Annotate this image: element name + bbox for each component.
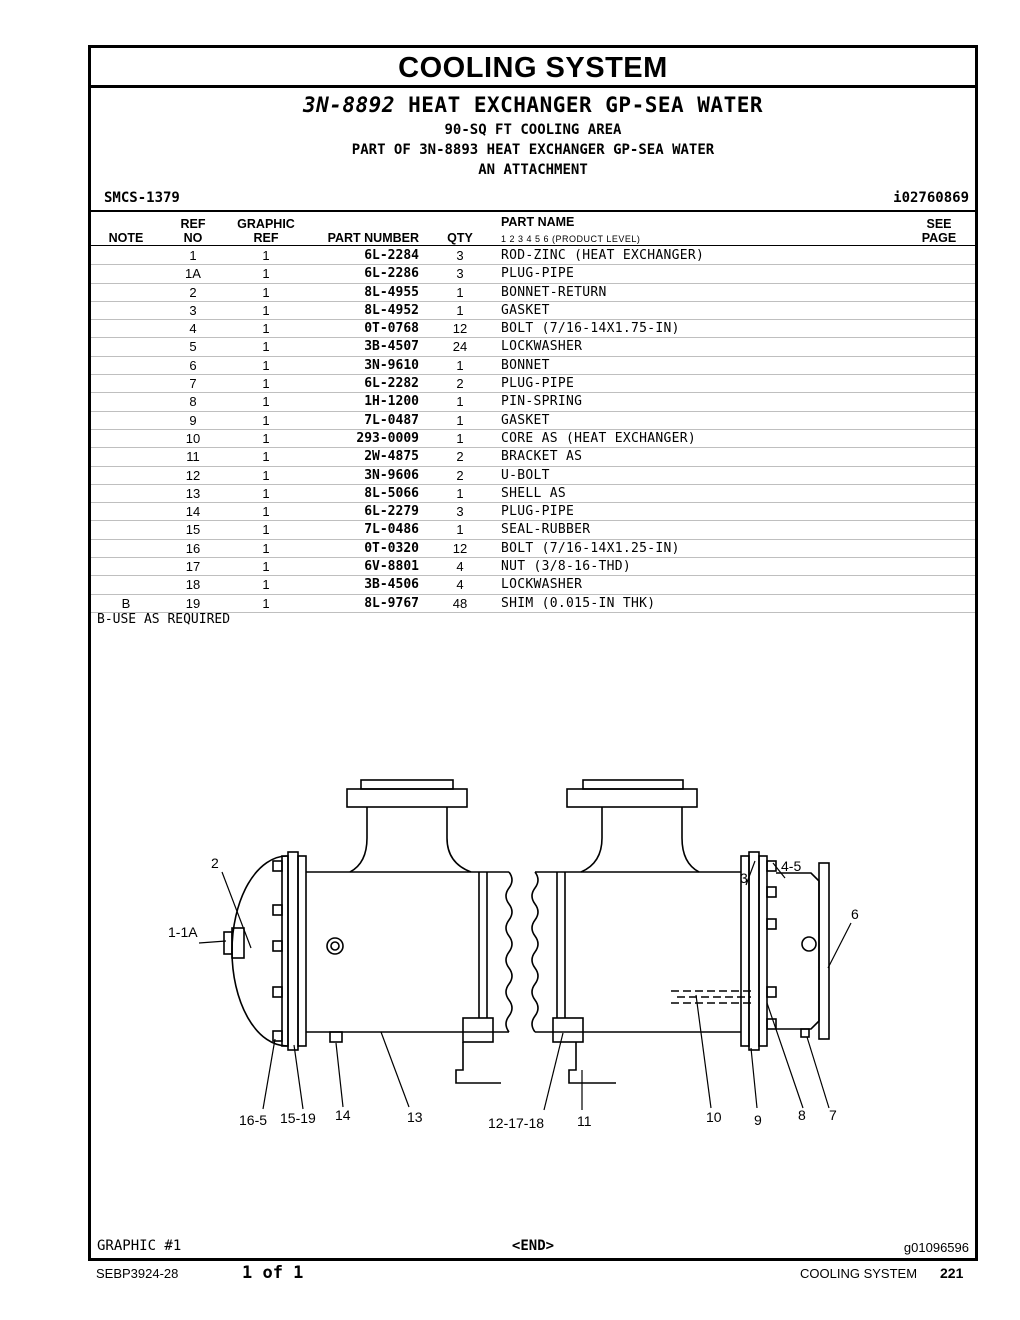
drain-plug: [330, 1032, 342, 1042]
callout-13: 13: [407, 1109, 423, 1125]
left-bracket: [463, 1018, 493, 1042]
table-row: [91, 540, 975, 558]
part-name-cell: BOLT (7/16-14X1.75-IN): [501, 321, 680, 337]
qty-cell: 24: [452, 339, 468, 355]
part-name-cell: GASKET: [501, 412, 550, 428]
graphic-ref-cell: 1: [262, 412, 270, 428]
col-graphic-ref: [231, 217, 301, 245]
qty-cell: 1: [456, 430, 464, 446]
part-name-cell: PLUG-PIPE: [501, 504, 575, 520]
part-number-cell: 6V-8801: [364, 559, 419, 575]
part-name-cell: LOCKWASHER: [501, 577, 583, 593]
col-qty: QTY: [447, 231, 473, 245]
part-number-cell: 1H-1200: [364, 394, 419, 410]
callout-9: 9: [754, 1112, 762, 1128]
ref-no-cell: 3: [189, 302, 197, 318]
part-number-cell: 8L-4955: [364, 284, 419, 300]
ref-no-cell: 1: [189, 248, 197, 263]
part-number-cell: 8L-4952: [364, 302, 419, 318]
col-ref: [161, 217, 225, 245]
part-number-cell: 7L-0487: [364, 412, 419, 428]
callout-15-19: 15-19: [280, 1110, 316, 1126]
footnote: B-USE AS REQUIRED: [97, 612, 231, 627]
ref-no-cell: 9: [189, 412, 197, 428]
parts-table: [91, 247, 975, 613]
left-ubolt: [479, 872, 487, 1018]
leader-1-1a: [199, 941, 226, 943]
part-number-cell: 3B-4506: [364, 577, 419, 593]
page-frame: [88, 45, 978, 1261]
table-row: [91, 247, 975, 265]
right-pipe-flange: [567, 789, 697, 807]
ref-no-cell: 4: [189, 321, 197, 337]
part-number-cell: 0T-0320: [364, 540, 419, 556]
ref-no-cell: 10: [185, 430, 201, 446]
part-number-cell: 0T-0768: [364, 321, 419, 337]
group-number: 3N-8892: [302, 93, 395, 117]
product-levels: 1 2 3 4 5 6 (PRODUCT LEVEL): [501, 234, 641, 244]
table-row: [91, 320, 975, 338]
part-name-cell: BRACKET AS: [501, 449, 583, 465]
right-nozzle: [581, 807, 699, 872]
col-part-number: PART NUMBER: [327, 231, 419, 245]
right-drain-plug: [801, 1029, 809, 1037]
part-number-cell: 3N-9610: [364, 357, 419, 373]
right-bracket-foot: [569, 1042, 616, 1083]
graphic-id: g01096596: [903, 1240, 969, 1255]
ref-no-cell: 16: [185, 540, 201, 556]
table-row: [91, 595, 975, 613]
part-name-cell: SHELL AS: [501, 485, 567, 501]
qty-cell: 3: [456, 248, 464, 263]
callout-10: 10: [706, 1109, 722, 1125]
col-ref-bottom: NO: [183, 231, 203, 245]
leader-16-5: [263, 1039, 275, 1109]
part-name-cell: BOLT (7/16-14X1.25-IN): [501, 540, 680, 556]
callout-8: 8: [798, 1107, 806, 1123]
table-row: [91, 412, 975, 430]
ref-no-cell: 13: [185, 485, 201, 501]
callout-14: 14: [335, 1107, 351, 1123]
part-number-cell: 8L-9767: [364, 595, 419, 611]
part-name-cell: NUT (3/8-16-THD): [501, 559, 632, 575]
section-title: COOLING SYSTEM: [91, 48, 975, 88]
qty-cell: 12: [452, 321, 468, 337]
part-name-cell: BONNET: [501, 357, 550, 373]
shell-plug: [327, 938, 343, 954]
qty-cell: 3: [456, 266, 464, 282]
left-bolt-1: [273, 861, 282, 871]
table-row: [91, 467, 975, 485]
qty-cell: 1: [456, 357, 464, 373]
right-ubolt: [557, 872, 565, 1018]
table-row: [91, 357, 975, 375]
qty-cell: 3: [456, 504, 464, 520]
left-nozzle: [350, 807, 471, 872]
left-flange-outer: [282, 856, 288, 1046]
footer-page-count: 1 of 1: [242, 1263, 304, 1283]
ref-no-cell: 15: [185, 522, 201, 538]
group-line-2: 90-SQ FT COOLING AREA: [444, 122, 622, 138]
col-ref-top: REF: [180, 217, 206, 231]
right-bonnet: [776, 873, 819, 1029]
group-line-3: PART OF 3N-8893 HEAT EXCHANGER GP-SEA WATER: [351, 142, 715, 158]
part-name-cell: BONNET-RETURN: [501, 284, 607, 300]
col-graphic-bottom: REF: [253, 231, 279, 245]
callout-1-1a: 1-1A: [168, 924, 198, 940]
table-row: [91, 576, 975, 594]
callout-4-5: 4-5: [781, 858, 802, 874]
right-flange-outer: [759, 856, 767, 1046]
qty-cell: 1: [456, 394, 464, 410]
footer-page-number: 221: [940, 1265, 964, 1281]
callout-16-5: 16-5: [239, 1112, 268, 1128]
table-row: [91, 448, 975, 466]
graphic-ref-cell: 1: [262, 284, 270, 300]
col-graphic-top: GRAPHIC: [237, 217, 295, 231]
qty-cell: 4: [456, 577, 464, 593]
graphic-ref-cell: 1: [262, 522, 270, 538]
qty-cell: 2: [456, 376, 464, 392]
table-row: [91, 338, 975, 356]
graphic-ref-cell: 1: [262, 449, 270, 465]
graphic-label: GRAPHIC #1: [97, 1238, 182, 1254]
ref-no-cell: 17: [185, 559, 201, 575]
ref-no-cell: 12: [185, 467, 201, 483]
right-bonnet-plug: [802, 937, 816, 951]
graphic-ref-cell: 1: [262, 577, 270, 593]
qty-cell: 4: [456, 559, 464, 575]
callout-3: 3: [740, 870, 748, 886]
part-number-cell: 6L-2284: [364, 248, 419, 263]
table-header-rule: [91, 245, 975, 246]
part-name-cell: GASKET: [501, 302, 550, 318]
shell-plug-inner: [331, 942, 339, 950]
graphic-ref-cell: 1: [262, 595, 270, 611]
left-pipe-flange-top: [361, 780, 453, 789]
part-name-cell: SHIM (0.015-IN THK): [501, 595, 656, 611]
right-bolt-3: [767, 919, 776, 929]
part-name-cell: SEAL-RUBBER: [501, 522, 591, 538]
part-name-cell: U-BOLT: [501, 467, 550, 483]
right-bolt-2: [767, 887, 776, 897]
graphic-ref-cell: 1: [262, 540, 270, 556]
leader-8: [767, 1003, 803, 1108]
table-row: [91, 393, 975, 411]
left-bracket-foot: [456, 1042, 501, 1083]
part-name-cell: PLUG-PIPE: [501, 376, 575, 392]
part-name-cell: LOCKWASHER: [501, 339, 583, 355]
footer-doc-number: SEBP3924-28: [96, 1266, 179, 1281]
col-see-page: [919, 217, 959, 245]
part-number-cell: 6L-2282: [364, 376, 419, 392]
ref-no-cell: 14: [185, 504, 201, 520]
qty-cell: 1: [456, 485, 464, 501]
exploded-view-diagram: [91, 623, 975, 1223]
graphic-ref-cell: 1: [262, 467, 270, 483]
ref-no-cell: 5: [189, 339, 197, 355]
group-name: HEAT EXCHANGER GP-SEA WATER: [408, 93, 764, 117]
left-bolt-2: [273, 905, 282, 915]
graphic-ref-cell: 1: [262, 248, 270, 263]
zinc-rod-plug: [224, 932, 232, 954]
leader-12-17-18: [544, 1033, 563, 1110]
shell-break-right: [532, 872, 538, 1032]
part-number-cell: 8L-5066: [364, 485, 419, 501]
table-row: [91, 485, 975, 503]
callout-2: 2: [211, 855, 219, 871]
leader-13: [381, 1032, 409, 1107]
qty-cell: 2: [456, 449, 464, 465]
ref-no-cell: 7: [189, 376, 197, 392]
leader-14: [336, 1043, 343, 1107]
header-rule: [91, 210, 975, 212]
qty-cell: 1: [456, 522, 464, 538]
graphic-ref-cell: 1: [262, 394, 270, 410]
ref-no-cell: 8: [189, 394, 197, 410]
footer-section: COOLING SYSTEM: [800, 1266, 918, 1281]
part-number-cell: 6L-2286: [364, 266, 419, 282]
ref-no-cell: 18: [185, 577, 201, 593]
ref-no-cell: 6: [189, 357, 197, 373]
ref-no-cell: 1A: [185, 266, 201, 282]
qty-cell: 2: [456, 467, 464, 483]
table-row: [91, 521, 975, 539]
col-see-top: SEE: [926, 217, 952, 231]
part-name-cell: ROD-ZINC (HEAT EXCHANGER): [501, 248, 705, 263]
note-cell: B: [121, 595, 131, 611]
graphic-ref-cell: 1: [262, 504, 270, 520]
graphic-ref-cell: 1: [262, 430, 270, 446]
plug-body: [232, 928, 244, 958]
qty-cell: 1: [456, 302, 464, 318]
leader-6: [828, 923, 851, 968]
callout-6: 6: [851, 906, 859, 922]
col-note: NOTE: [108, 231, 144, 245]
leader-2: [222, 872, 251, 948]
qty-cell: 1: [456, 412, 464, 428]
table-row: [91, 430, 975, 448]
illustration-id: i02760869: [893, 190, 969, 206]
end-marker: <END>: [511, 1238, 555, 1254]
part-number-cell: 3B-4507: [364, 339, 419, 355]
left-flange-tubesheet: [288, 852, 298, 1050]
table-row: [91, 503, 975, 521]
right-flange-tubesheet: [749, 852, 759, 1050]
part-name-cell: PLUG-PIPE: [501, 266, 575, 282]
shell-break-left: [506, 872, 512, 1032]
table-row: [91, 284, 975, 302]
table-row: [91, 302, 975, 320]
graphic-ref-cell: 1: [262, 376, 270, 392]
core-tubes: [671, 991, 751, 1003]
left-bolt-4: [273, 987, 282, 997]
col-part-name: PART NAME: [501, 215, 575, 229]
graphic-ref-cell: 1: [262, 302, 270, 318]
smcs-code: SMCS-1379: [104, 190, 180, 206]
ref-no-cell: 2: [189, 284, 197, 300]
callout-12-17-18: 12-17-18: [488, 1115, 545, 1131]
ref-no-cell: 19: [185, 595, 201, 611]
right-pipe-flange-top: [583, 780, 683, 789]
left-pipe-flange: [347, 789, 467, 807]
ref-no-cell: 11: [186, 449, 200, 465]
right-bolt-4: [767, 987, 776, 997]
right-bracket: [553, 1018, 583, 1042]
callout-11: 11: [577, 1113, 592, 1129]
qty-cell: 1: [456, 284, 464, 300]
col-see-bottom: PAGE: [921, 231, 957, 245]
part-number-cell: 2W-4875: [364, 449, 419, 465]
part-number-cell: 3N-9606: [364, 467, 419, 483]
leader-15-19: [294, 1045, 303, 1109]
qty-cell: 12: [452, 540, 468, 556]
graphic-ref-cell: 1: [262, 485, 270, 501]
part-number-cell: 6L-2279: [364, 504, 419, 520]
qty-cell: 48: [452, 595, 468, 611]
group-line-4: AN ATTACHMENT: [478, 162, 588, 178]
graphic-ref-cell: 1: [262, 559, 270, 575]
callout-7: 7: [829, 1107, 837, 1123]
part-name-cell: PIN-SPRING: [501, 394, 583, 410]
graphic-ref-cell: 1: [262, 339, 270, 355]
table-row: [91, 265, 975, 283]
left-bolt-3: [273, 941, 282, 951]
part-number-cell: 7L-0486: [364, 522, 419, 538]
graphic-ref-cell: 1: [262, 357, 270, 373]
group-heading: [91, 93, 975, 117]
part-name-cell: CORE AS (HEAT EXCHANGER): [501, 430, 697, 446]
leader-7: [807, 1037, 829, 1108]
graphic-ref-cell: 1: [262, 321, 270, 337]
leader-9: [751, 1048, 757, 1108]
leader-10: [696, 995, 711, 1108]
graphic-ref-cell: 1: [262, 266, 270, 282]
part-number-cell: 293-0009: [356, 430, 419, 446]
table-row: [91, 558, 975, 576]
table-row: [91, 375, 975, 393]
right-bonnet-flange: [819, 863, 829, 1039]
left-flange-inner: [298, 856, 306, 1046]
